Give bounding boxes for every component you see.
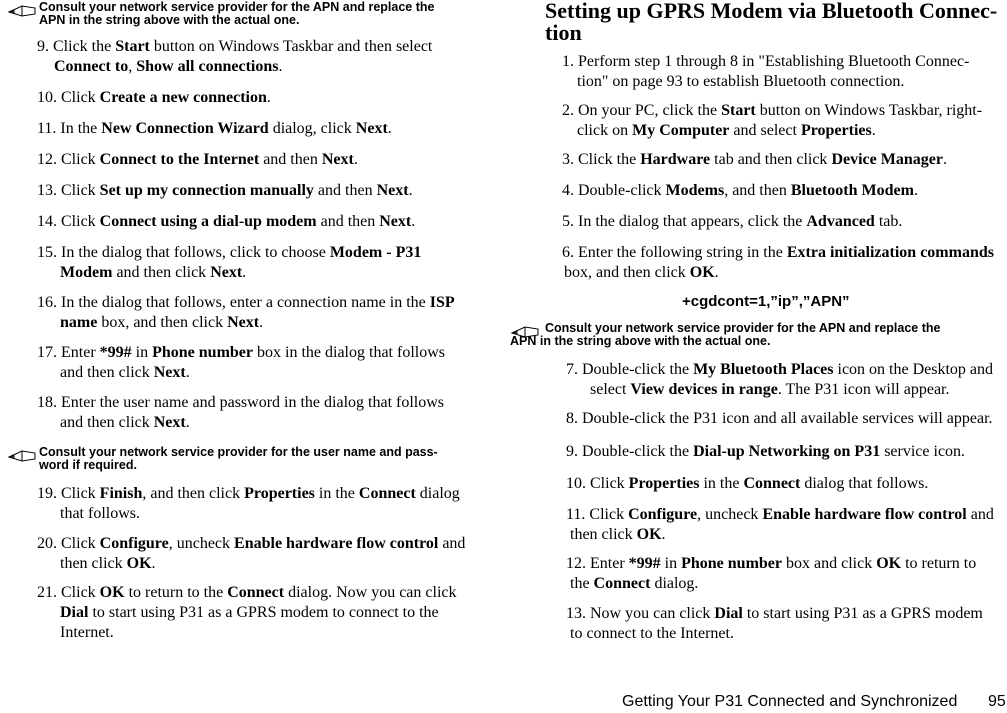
right-step-7: 7. Double-click the My Bluetooth Places icon on the Desktop and select View devices in range. The P31 icon will appear. [566, 361, 994, 398]
modem-command-string: +cgdcont=1,”ip”,”APN” [682, 293, 850, 310]
left-step-17: 17. Enter *99# in Phone number box in the dialog that follows and then click Next. [37, 344, 445, 381]
section-heading: Setting up GPRS Modem via Bluetooth Connec- tion [545, 0, 998, 45]
note-username-left: Consult your network service provider for the user name and pass- word if required. [8, 446, 500, 472]
left-step-14: 14. Click Connect using a dial-up modem and then Next. [37, 213, 416, 230]
right-step-12: 12. Enter *99# in Phone number box and click OK to return to the Connect dialog. [566, 555, 977, 592]
left-step-10: 10. Click Create a new connection. [37, 89, 271, 106]
right-step-8: 8. Double-click the P31 icon and all available services will appear. [566, 410, 993, 427]
pencil-note-icon [510, 323, 542, 339]
left-step-15: 15. In the dialog that follows, click to choose Modem - P31 Modem and then click Next. [37, 244, 422, 281]
left-step-13: 13. Click Set up my connection manually and then Next. [37, 182, 413, 199]
right-step-6: 6. Enter the following string in the Extra initialization commands box, and then click OK. [562, 244, 994, 281]
left-step-11: 11. In the New Connection Wizard dialog, click Next. [37, 120, 392, 137]
left-step-19: 19. Click Finish, and then click Properties in the Connect dialog that follows. [37, 485, 460, 522]
left-step-12: 12. Click Connect to the Internet and then Next. [37, 151, 358, 168]
left-step-18: 18. Enter the user name and password in the dialog that follows and then click Next. [37, 394, 445, 431]
left-step-21: 21. Click OK to return to the Connect dialog. Now you can click Dial to start using P31 as a GPRS modem to connect to the Internet. [37, 584, 457, 641]
right-step-2: 2. On your PC, click the Start button on Windows Taskbar, right- click on My Computer and select Properties. [562, 102, 983, 139]
left-step-20: 20. Click Configure, uncheck Enable hardware flow control and then click OK. [37, 535, 466, 572]
note-apn-left: Consult your network service provider for the APN and replace the APN in the string above with the actual one. [8, 1, 500, 27]
page-footer-title: Getting Your P31 Connected and Synchronized [622, 693, 958, 710]
right-step-3: 3. Click the Hardware tab and then click Device Manager. [562, 151, 947, 168]
right-step-1: 1. Perform step 1 through 8 in "Establishing Bluetooth Connec- tion" on page 93 to establish Bluetooth connection. [562, 53, 970, 90]
right-step-10: 10. Click Properties in the Connect dialog that follows. [566, 475, 929, 492]
right-step-4: 4. Double-click Modems, and then Bluetooth Modem. [562, 182, 918, 199]
page-number: 95 [988, 693, 1006, 710]
right-step-9: 9. Double-click the Dial-up Networking on P31 service icon. [566, 443, 966, 460]
right-step-11: 11. Click Configure, uncheck Enable hardware flow control and then click OK. [566, 506, 994, 543]
right-step-5: 5. In the dialog that appears, click the Advanced tab. [562, 213, 903, 230]
right-step-13: 13. Now you can click Dial to start using P31 as a GPRS modem to connect to the Internet. [566, 605, 983, 642]
pencil-note-icon [8, 2, 38, 18]
note-apn-right: Consult your network service provider for the APN and replace the APN in the string above with the actual one. [510, 321, 941, 348]
pencil-note-icon [8, 447, 38, 463]
left-step-9: 9. Click the Start button on Windows Taskbar and then select Connect to, Show all connections. [37, 38, 433, 75]
left-step-16: 16. In the dialog that follows, enter a connection name in the ISP name box, and then click Next. [37, 294, 455, 331]
